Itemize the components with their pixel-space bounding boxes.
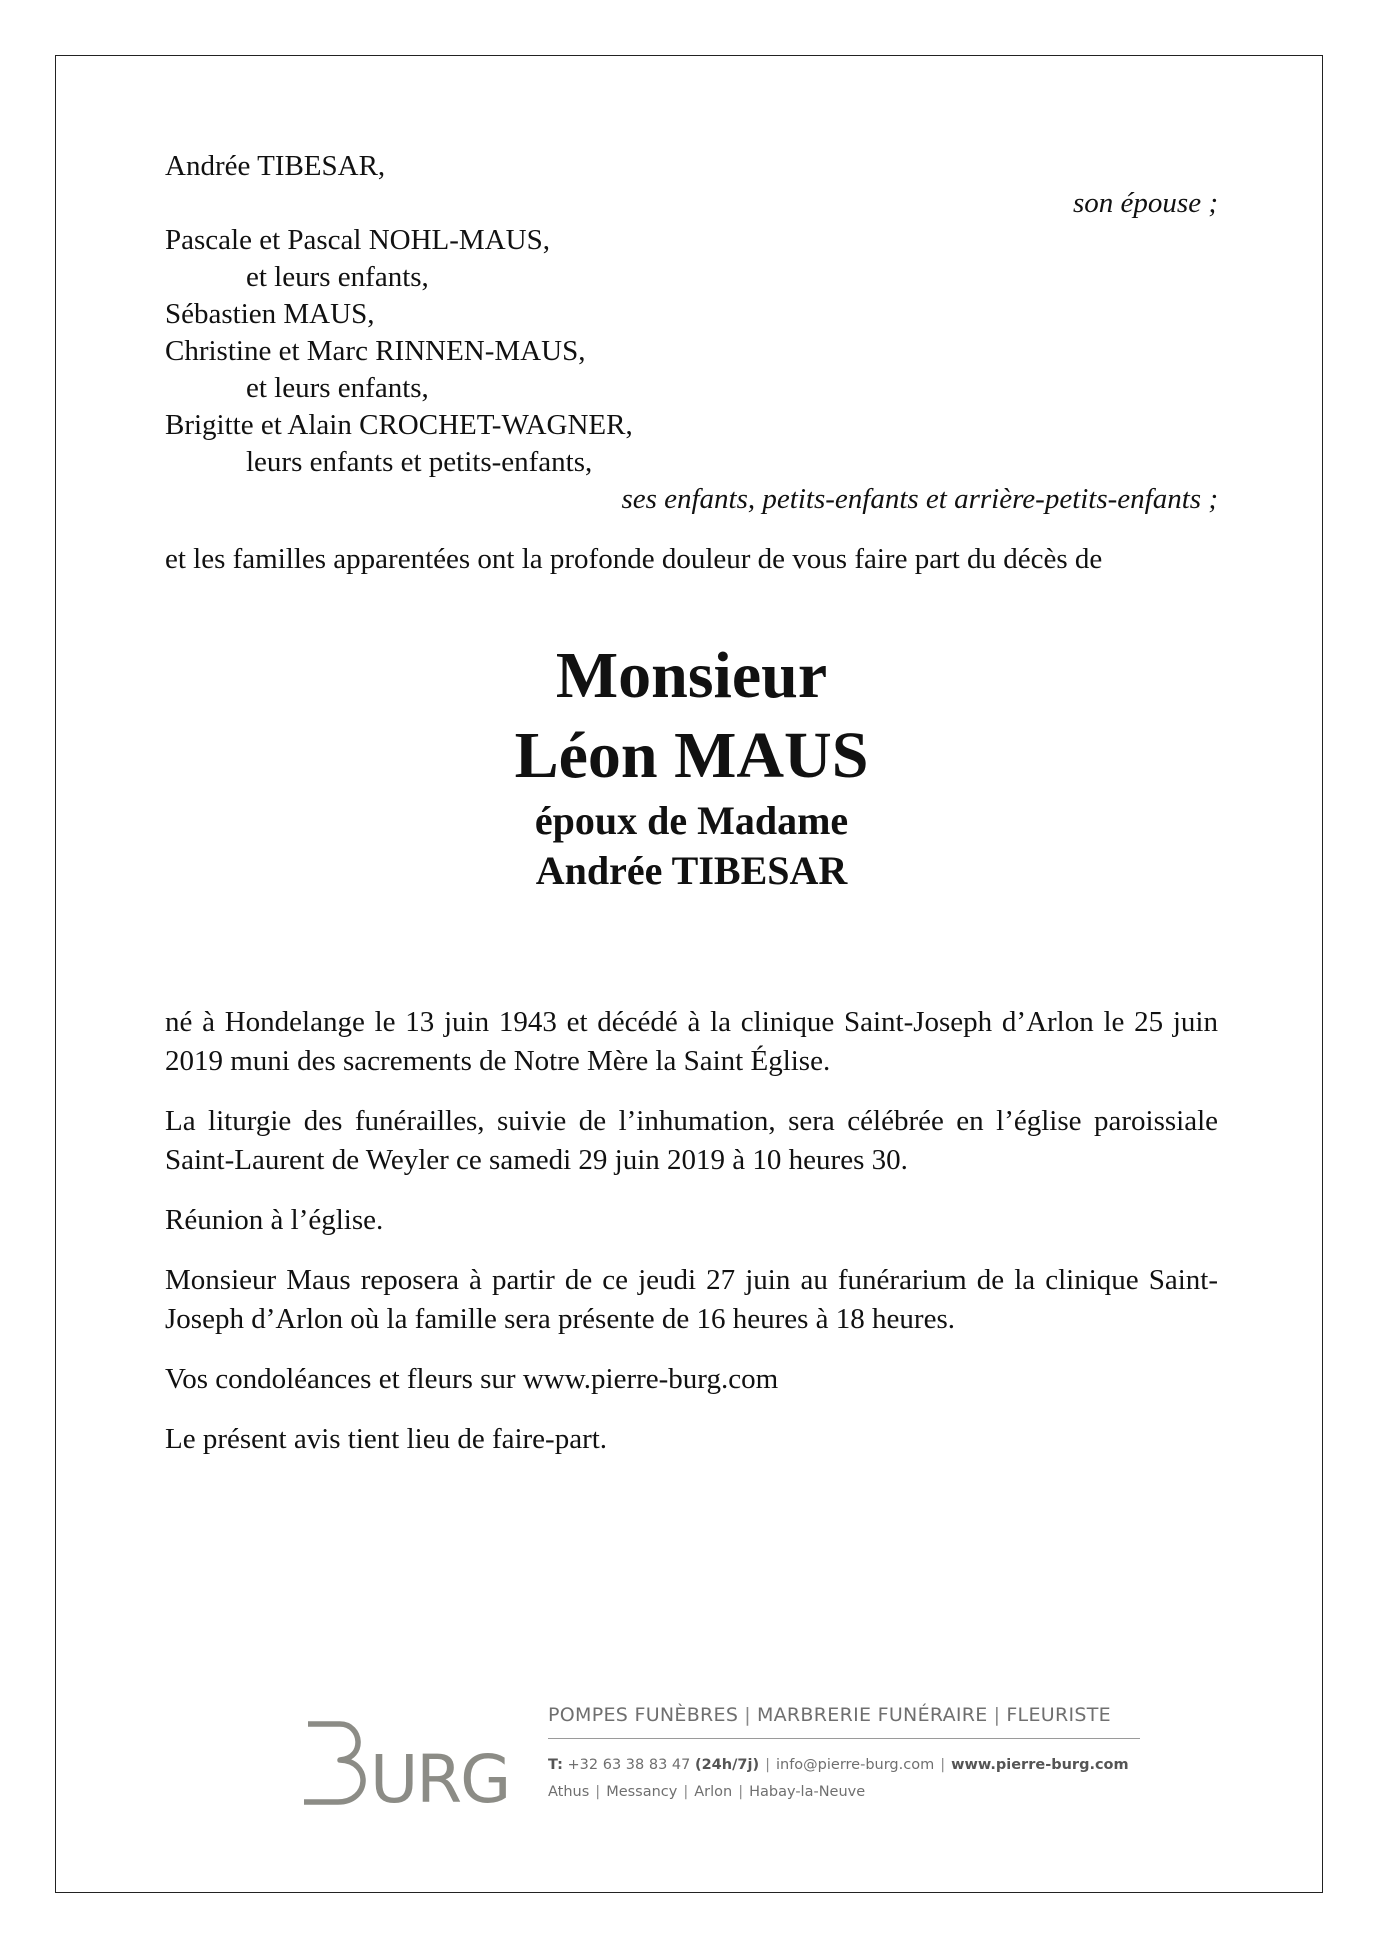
announcement: et les familles apparentées ont la profonde douleur de vous faire part du décès de [165, 543, 1103, 575]
paragraph-notice: Le présent avis tient lieu de faire-part. [165, 1423, 608, 1455]
town: Habay-la-Neuve [749, 1784, 866, 1800]
deceased-name: Léon MAUS [514, 719, 869, 792]
paragraph-birth-death: né à Hondelange le 13 juin 1943 et décédé à la clinique Saint-Joseph d’Arlon le 25 juin 2019 muni des sacrements de Notre Mère la Saint Église. [165, 1006, 1218, 1077]
phone-number: +32 63 38 83 47 [567, 1757, 691, 1773]
footer-info [548, 1702, 1140, 1802]
town: Messancy [606, 1784, 678, 1800]
website-link[interactable]: www.pierre-burg.com [951, 1757, 1129, 1773]
spouse-name: Andrée TIBESAR, [165, 150, 386, 182]
deceased-title: Monsieur [555, 639, 828, 712]
towns-line: Athus | Messancy | Arlon | Habay-la-Neuve [548, 1784, 866, 1800]
town: Athus [548, 1784, 590, 1800]
contact-line: T: +32 63 38 83 47 (24h/7j) | info@pierre-burg.com | www.pierre-burg.com [548, 1757, 1129, 1773]
paragraph-meeting: Réunion à l’église. [165, 1204, 384, 1236]
service-florist: FLEURISTE [1006, 1704, 1111, 1726]
burg-logo [300, 1718, 510, 1818]
service-masonry: MARBRERIE FUNÉRAIRE [756, 1704, 988, 1726]
email-link[interactable]: info@pierre-burg.com [775, 1757, 935, 1773]
details [165, 1003, 1218, 1459]
notice-content [165, 148, 1218, 1480]
child-line: et leurs enfants, [246, 372, 429, 404]
children-role: ses enfants, petits-enfants et arrière-petits-enfants ; [621, 483, 1218, 515]
paragraph-funerarium: Monsieur Maus reposera à partir de ce jeudi 27 juin au funérarium de la clinique Saint-Joseph d’Arlon où la famille sera présente de 16 heures à 18 heures. [165, 1264, 1218, 1335]
service-funeral: POMPES FUNÈBRES [548, 1704, 739, 1726]
child-line: Pascale et Pascal NOHL-MAUS, [165, 224, 550, 256]
footer [300, 1702, 1200, 1822]
child-line: et leurs enfants, [246, 261, 429, 293]
town: Arlon [694, 1784, 733, 1800]
child-line: Brigitte et Alain CROCHET-WAGNER, [165, 409, 633, 441]
svg-text:URG: URG [370, 1741, 510, 1818]
child-line: Christine et Marc RINNEN-MAUS, [165, 335, 586, 367]
services-line: POMPES FUNÈBRES | MARBRERIE FUNÉRAIRE | FLEURISTE [548, 1702, 1140, 1739]
deceased-relation: époux de Madame [534, 798, 849, 843]
phone-label: T: [548, 1757, 563, 1773]
phone-hours: (24h/7j) [694, 1757, 760, 1773]
deceased-spouse: Andrée TIBESAR [535, 848, 848, 893]
deceased-name-block [165, 636, 1218, 896]
child-line: leurs enfants et petits-enfants, [246, 446, 593, 478]
paragraph-condolences: Vos condoléances et fleurs sur www.pierre-burg.com [165, 1363, 779, 1395]
paragraph-liturgy: La liturgie des funérailles, suivie de l’inhumation, sera célébrée en l’église paroissiale Saint-Laurent de Weyler ce samedi 29 juin 2019 à 10 heures 30. [165, 1105, 1218, 1176]
spouse-role: son épouse ; [1073, 187, 1218, 219]
child-line: Sébastien MAUS, [165, 298, 375, 330]
